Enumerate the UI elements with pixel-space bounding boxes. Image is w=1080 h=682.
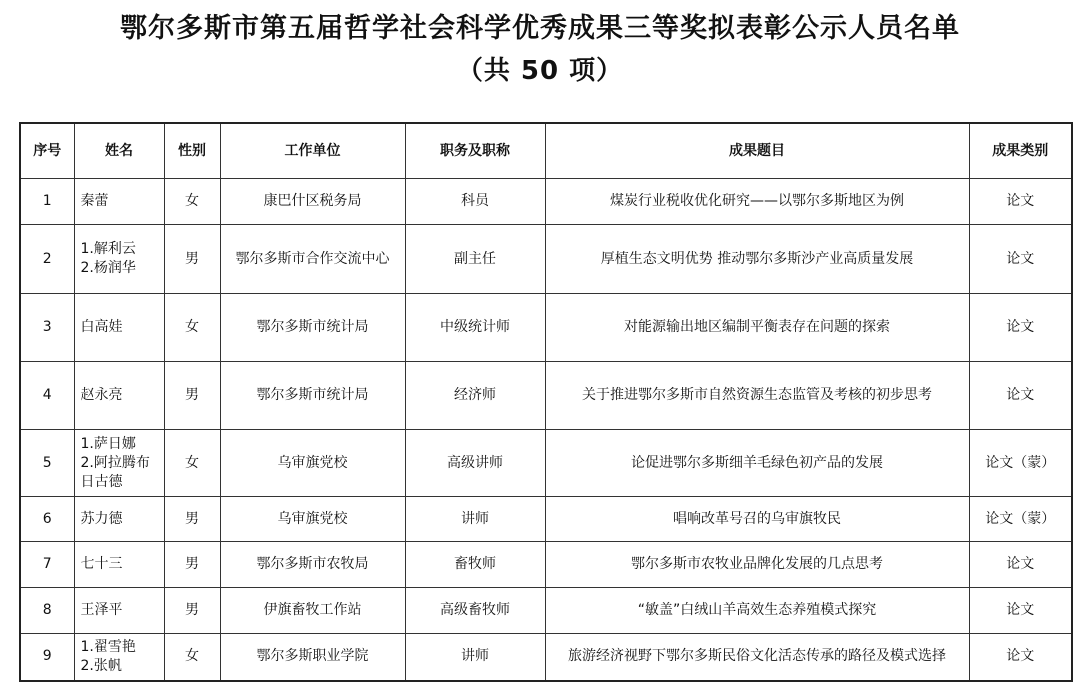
- awards-table: [19, 122, 1073, 682]
- cell-name: 秦蕾: [74, 179, 164, 225]
- table-row: [20, 225, 1072, 294]
- cell-gender: 男: [164, 225, 220, 294]
- cell-gender: 男: [164, 542, 220, 588]
- cell-gender: 男: [164, 588, 220, 634]
- cell-position: 高级讲师: [405, 430, 545, 497]
- header-work-title: 成果题目: [545, 123, 969, 179]
- table-row: [20, 542, 1072, 588]
- cell-gender: 男: [164, 362, 220, 430]
- header-name: 姓名: [74, 123, 164, 179]
- cell-work-title: “敏盖”白绒山羊高效生态养殖模式探究: [545, 588, 969, 634]
- cell-name: 1.解利云 2.杨润华: [74, 225, 164, 294]
- cell-category: 论文: [969, 362, 1072, 430]
- cell-gender: 女: [164, 294, 220, 362]
- cell-gender: 女: [164, 179, 220, 225]
- cell-no: 3: [20, 294, 74, 362]
- table-row: [20, 294, 1072, 362]
- cell-work-title: 论促进鄂尔多斯细羊毛绿色初产品的发展: [545, 430, 969, 497]
- cell-category: 论文: [969, 294, 1072, 362]
- cell-unit: 乌审旗党校: [220, 430, 405, 497]
- cell-category: 论文: [969, 588, 1072, 634]
- cell-unit: 鄂尔多斯职业学院: [220, 634, 405, 681]
- cell-category: 论文（蒙）: [969, 430, 1072, 497]
- cell-position: 副主任: [405, 225, 545, 294]
- cell-name: 赵永亮: [74, 362, 164, 430]
- cell-gender: 男: [164, 497, 220, 542]
- cell-work-title: 唱响改革号召的乌审旗牧民: [545, 497, 969, 542]
- cell-unit: 鄂尔多斯市农牧局: [220, 542, 405, 588]
- header-no: 序号: [20, 123, 74, 179]
- cell-no: 1: [20, 179, 74, 225]
- cell-no: 6: [20, 497, 74, 542]
- cell-unit: 康巴什区税务局: [220, 179, 405, 225]
- cell-no: 8: [20, 588, 74, 634]
- cell-name: 七十三: [74, 542, 164, 588]
- page-title: 鄂尔多斯市第五届哲学社会科学优秀成果三等奖拟表彰公示人员名单: [120, 13, 960, 44]
- cell-category: 论文: [969, 225, 1072, 294]
- cell-unit: 乌审旗党校: [220, 497, 405, 542]
- cell-position: 畜牧师: [405, 542, 545, 588]
- cell-position: 中级统计师: [405, 294, 545, 362]
- cell-work-title: 旅游经济视野下鄂尔多斯民俗文化活态传承的路径及模式选择: [545, 634, 969, 681]
- header-unit: 工作单位: [220, 123, 405, 179]
- header-gender: 性别: [164, 123, 220, 179]
- cell-work-title: 煤炭行业税收优化研究——以鄂尔多斯地区为例: [545, 179, 969, 225]
- cell-work-title: 关于推进鄂尔多斯市自然资源生态监管及考核的初步思考: [545, 362, 969, 430]
- cell-name: 苏力德: [74, 497, 164, 542]
- cell-gender: 女: [164, 430, 220, 497]
- cell-name: 1.翟雪艳 2.张帆: [74, 634, 164, 681]
- cell-position: 经济师: [405, 362, 545, 430]
- header-position: 职务及职称: [405, 123, 545, 179]
- cell-work-title: 对能源输出地区编制平衡表存在问题的探索: [545, 294, 969, 362]
- cell-position: 高级畜牧师: [405, 588, 545, 634]
- cell-unit: 鄂尔多斯市统计局: [220, 362, 405, 430]
- cell-no: 4: [20, 362, 74, 430]
- cell-name: 白高娃: [74, 294, 164, 362]
- table-row: [20, 497, 1072, 542]
- cell-work-title: 厚植生态文明优势 推动鄂尔多斯沙产业高质量发展: [545, 225, 969, 294]
- cell-no: 7: [20, 542, 74, 588]
- cell-name: 1.萨日娜 2.阿拉腾布 日古德: [74, 430, 164, 497]
- cell-position: 科员: [405, 179, 545, 225]
- table-header-row: [20, 123, 1072, 179]
- cell-no: 9: [20, 634, 74, 681]
- cell-category: 论文（蒙）: [969, 497, 1072, 542]
- cell-unit: 鄂尔多斯市统计局: [220, 294, 405, 362]
- cell-position: 讲师: [405, 497, 545, 542]
- cell-gender: 女: [164, 634, 220, 681]
- cell-category: 论文: [969, 179, 1072, 225]
- cell-position: 讲师: [405, 634, 545, 681]
- table-row: [20, 179, 1072, 225]
- table-row: [20, 362, 1072, 430]
- cell-no: 5: [20, 430, 74, 497]
- cell-no: 2: [20, 225, 74, 294]
- cell-category: 论文: [969, 634, 1072, 681]
- header-category: 成果类别: [969, 123, 1072, 179]
- table-row: [20, 588, 1072, 634]
- cell-unit: 伊旗畜牧工作站: [220, 588, 405, 634]
- page-subtitle: （共 50 项）: [456, 56, 624, 86]
- table-row: [20, 634, 1072, 681]
- table-row: [20, 430, 1072, 497]
- cell-category: 论文: [969, 542, 1072, 588]
- cell-work-title: 鄂尔多斯市农牧业品牌化发展的几点思考: [545, 542, 969, 588]
- cell-name: 王泽平: [74, 588, 164, 634]
- cell-unit: 鄂尔多斯市合作交流中心: [220, 225, 405, 294]
